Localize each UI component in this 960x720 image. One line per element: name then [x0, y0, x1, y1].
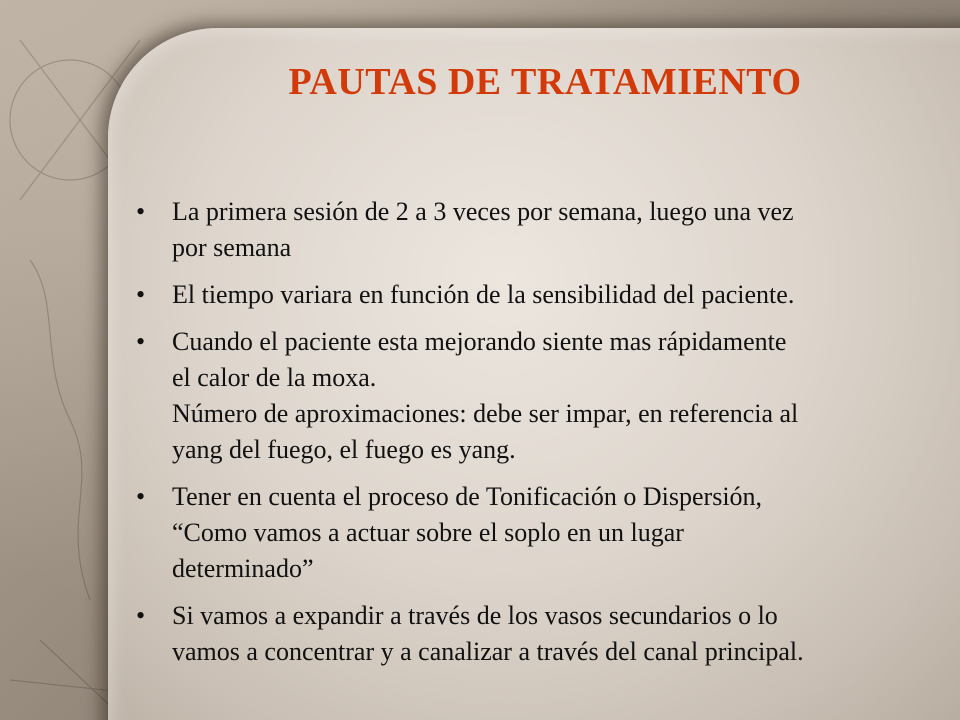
bullet-item [130, 479, 956, 587]
bullet-line: Cuando el paciente esta mejorando siente mas rápidamente [172, 327, 787, 356]
bullet-line: “Como vamos a actuar sobre el soplo en un lugar [172, 518, 684, 547]
bullet-item [130, 598, 956, 670]
bullet-icon: • [136, 197, 146, 226]
bullet-icon: • [136, 280, 146, 309]
bullet-line: determinado” [172, 554, 314, 583]
bullet-icon: • [136, 482, 146, 511]
bullet-item [130, 194, 956, 266]
bullet-line: vamos a concentrar y a canalizar a través del canal principal. [172, 637, 804, 666]
bullet-line: Número de aproximaciones: debe ser impar, en referencia al [172, 399, 799, 428]
bullet-line: El tiempo variara en función de la sensibilidad del paciente. [172, 280, 795, 309]
bullet-line: La primera sesión de 2 a 3 veces por semana, luego una vez [172, 197, 794, 226]
slide-title: PAUTAS DE TRATAMIENTO [288, 61, 802, 103]
bullet-line: yang del fuego, el fuego es yang. [172, 435, 516, 464]
bullet-line: por semana [172, 233, 292, 262]
bullet-icon: • [136, 601, 146, 630]
bullet-item [130, 277, 956, 313]
bullet-line: el calor de la moxa. [172, 363, 377, 392]
bullet-line: Si vamos a expandir a través de los vasos secundarios o lo [172, 601, 778, 630]
bullet-item [130, 324, 956, 468]
bullet-list [130, 194, 956, 681]
bullet-line: Tener en cuenta el proceso de Tonificación o Dispersión, [172, 482, 763, 511]
bullet-icon: • [136, 327, 146, 356]
